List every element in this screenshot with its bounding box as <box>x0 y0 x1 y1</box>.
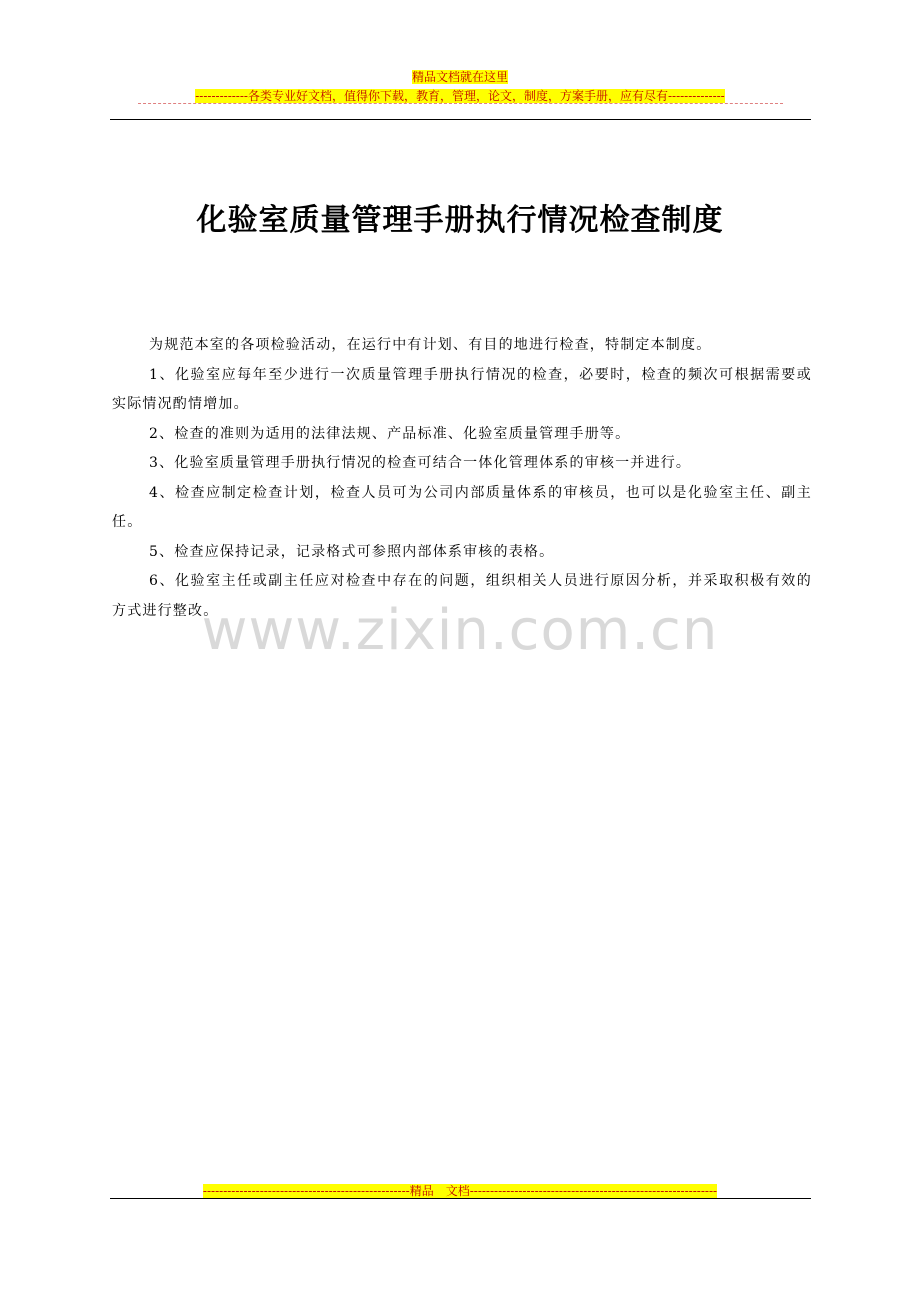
header-rule <box>110 119 811 120</box>
header-banner <box>0 85 920 104</box>
watermark: www.zixin.com.cn <box>201 598 719 663</box>
footer-rule <box>110 1198 811 1199</box>
header-dashed-divider <box>138 103 783 112</box>
clause-2: 2、检查的准则为适用的法律法规、产品标准、化验室质量管理手册等。 <box>149 425 631 442</box>
intro-paragraph: 为规范本室的各项检验活动，在运行中有计划、有目的地进行检查，特制定本制度。 <box>149 337 712 353</box>
header-tagline-text: 精品文档就在这里 <box>411 70 508 84</box>
document-body <box>112 331 812 626</box>
header-tagline <box>0 66 920 85</box>
footer-banner-text: ---------------------------------------------------精品 文档------------------------------------------------------------- <box>202 1184 718 1198</box>
footer-banner <box>0 1180 920 1199</box>
clause-5: 5、检查应保持记录，记录格式可参照内部体系审核的表格。 <box>149 543 555 560</box>
header-banner-text: -------------各类专业好文档，值得你下载，教育，管理，论文，制度，方案手册，应有尽有-------------- <box>195 89 725 103</box>
clause-4: 4、检查应制定检查计划，检查人员可为公司内部质量体系的审核员，也可以是化验室主任、副主任。 <box>112 484 812 530</box>
clause-1: 1、化验室应每年至少进行一次质量管理手册执行情况的检查，必要时，检查的频次可根据需要或实际情况酌情增加。 <box>112 366 812 412</box>
clause-3: 3、化验室质量管理手册执行情况的检查可结合一体化管理体系的审核一并进行。 <box>149 455 692 471</box>
document-title: 化验室质量管理手册执行情况检查制度 <box>196 203 724 238</box>
clause-6: 6、化验室主任或副主任应对检查中存在的问题，组织相关人员进行原因分析，并采取积极有效的方式进行整改。 <box>112 573 812 619</box>
